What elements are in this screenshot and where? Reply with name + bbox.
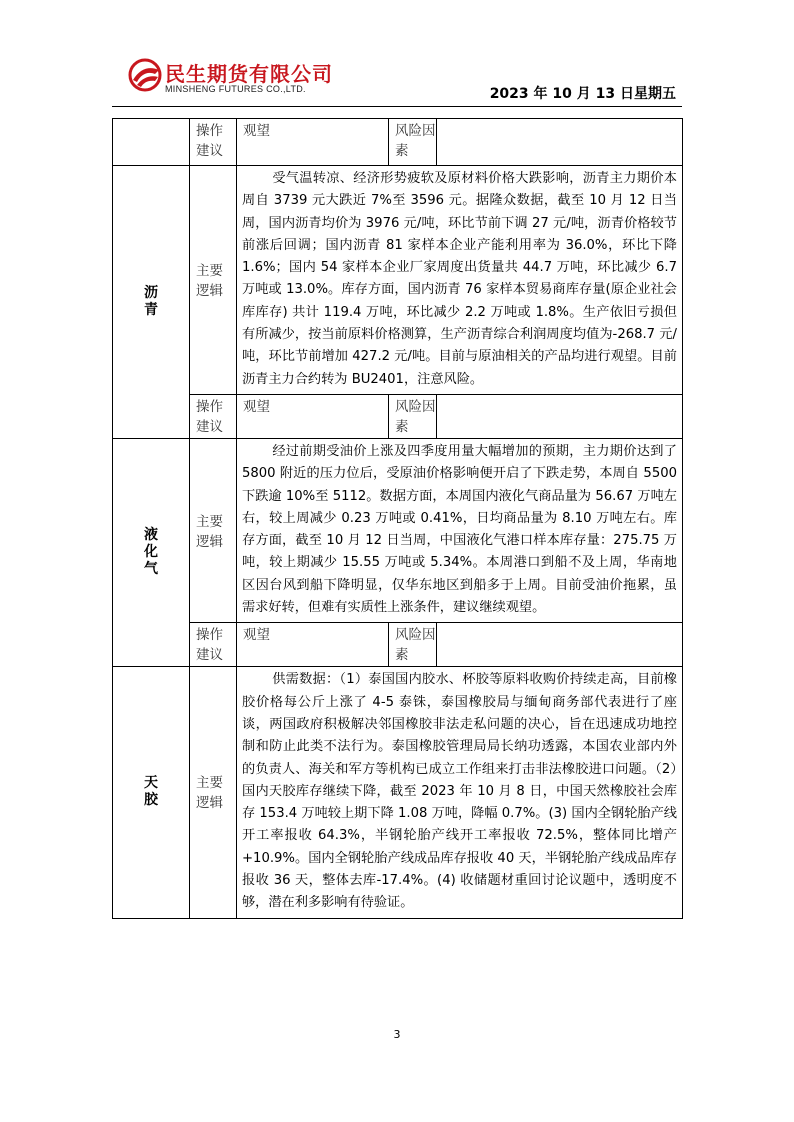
risk-label: 风险因素 [389,394,437,438]
lpg-logic-text: 经过前期受油价上涨及四季度用量大幅增加的预期，主力期价达到了 5800 附近的压力位后，受原油价格影响便开启了下跌走势，本周自 5500 下跌逾 10%至 5112。数据方面，本周国内液化气商品量为 56.67 万吨左右，较上周减少 0.23 万吨或 0.41%，日均商品量为 8.10 万吨左右。库存方面，截至 10 月 12 日当周，中国液化气港口样本库存量：275.75 万吨，较上期减少 15.55 万吨或 5.34%。本周港口到船不及上周，华南地区因台风到船下降明显，仅华东地区到船多于上周。目前受油价拖累，虽需求好转，但难有实质性上涨条件，建议继续观望。 [237,438,683,622]
logic-label: 主要逻辑 [190,667,237,918]
strategy-table [112,118,683,919]
risk-label: 风险因素 [389,623,437,667]
operation-value: 观望 [237,623,389,667]
variety-rubber: 天胶 [113,667,190,918]
company-name-en: MINSHENG FUTURES CO.,LTD. [165,84,306,94]
operation-label: 操作建议 [190,623,237,667]
table-row [113,438,683,622]
table-row [113,667,683,918]
risk-value [437,119,683,166]
operation-label: 操作建议 [190,394,237,438]
table-row [113,119,683,166]
report-date: 2023 年 10 月 13 日星期五 [489,86,676,102]
logic-label: 主要逻辑 [190,438,237,622]
variety-lpg: 液化气 [113,438,190,666]
rubber-logic-text: 供需数据：（1）泰国国内胶水、杯胶等原料收购价持续走高，目前橡胶价格每公斤上涨了 4-5 泰铢，泰国橡胶局与缅甸商务部代表进行了座谈，两国政府积极解决邻国橡胶非法走私问题的决心，旨在迅速成功地控制和防止此类不法行为。泰国橡胶管理局局长纳功透露，本国农业部内外的负责人、海关和军方等机构已成立工作组来打击非法橡胶进口问题。（2）国内天胶库存继续下降，截至 2023 年 10 月 8 日，中国天然橡胶社会库存 153.4 万吨较上期下降 1.08 万吨，降幅 0.7%。(3) 国内全钢轮胎产线开工率报收 64.3%，半钢轮胎产线开工率报收 72.5%，整体同比增产+10.9%。国内全钢轮胎产线成品库存报收 40 天，半钢轮胎产线成品库存报收 36 天，整体去库-17.4%。(4) 收储题材重回讨论议题中，透明度不够，潜在利多影响有待验证。 [237,667,683,918]
page-number: 3 [393,1028,401,1041]
risk-label: 风险因素 [389,119,437,166]
operation-value: 观望 [237,394,389,438]
table-row [113,166,683,395]
header-divider [112,106,682,107]
variety-asphalt: 沥青 [113,166,190,439]
logic-label: 主要逻辑 [190,166,237,395]
table-row [113,623,683,667]
operation-label: 操作建议 [190,119,237,166]
company-name-cn: 民生期货有限公司 [165,62,333,86]
risk-value [437,623,683,667]
operation-value: 观望 [237,119,389,166]
table-row [113,394,683,438]
variety-cell-empty [113,119,190,166]
asphalt-logic-text: 受气温转凉、经济形势疲软及原材料价格大跌影响，沥青主力期价本周自 3739 元大跌近 7%至 3596 元。据隆众数据，截至 10 月 12 日当周，国内沥青均价为 3976 元/吨，环比节前下调 27 元/吨，沥青价格较节前涨后回调；国内沥青 81 家样本企业产能利用率为 36.0%，环比下降 1.6%；国内 54 家样本企业厂家周度出货量共 44.7 万吨，环比减少 6.7 万吨或 13.0%。库存方面，国内沥青 76 家样本贸易商库存量(原企业社会库库存) 共计 119.4 万吨，环比减少 2.2 万吨或 1.8%。生产依旧亏损但有所减少，按当前原料价格测算，生产沥青综合利润周度均值为-268.7 元/吨，环比节前增加 427.2 元/吨。目前与原油相关的产品均进行观望。目前沥青主力合约转为 BU2401，注意风险。 [237,166,683,395]
minsheng-logo-icon [128,58,162,92]
risk-value [437,394,683,438]
company-logo [128,56,368,102]
